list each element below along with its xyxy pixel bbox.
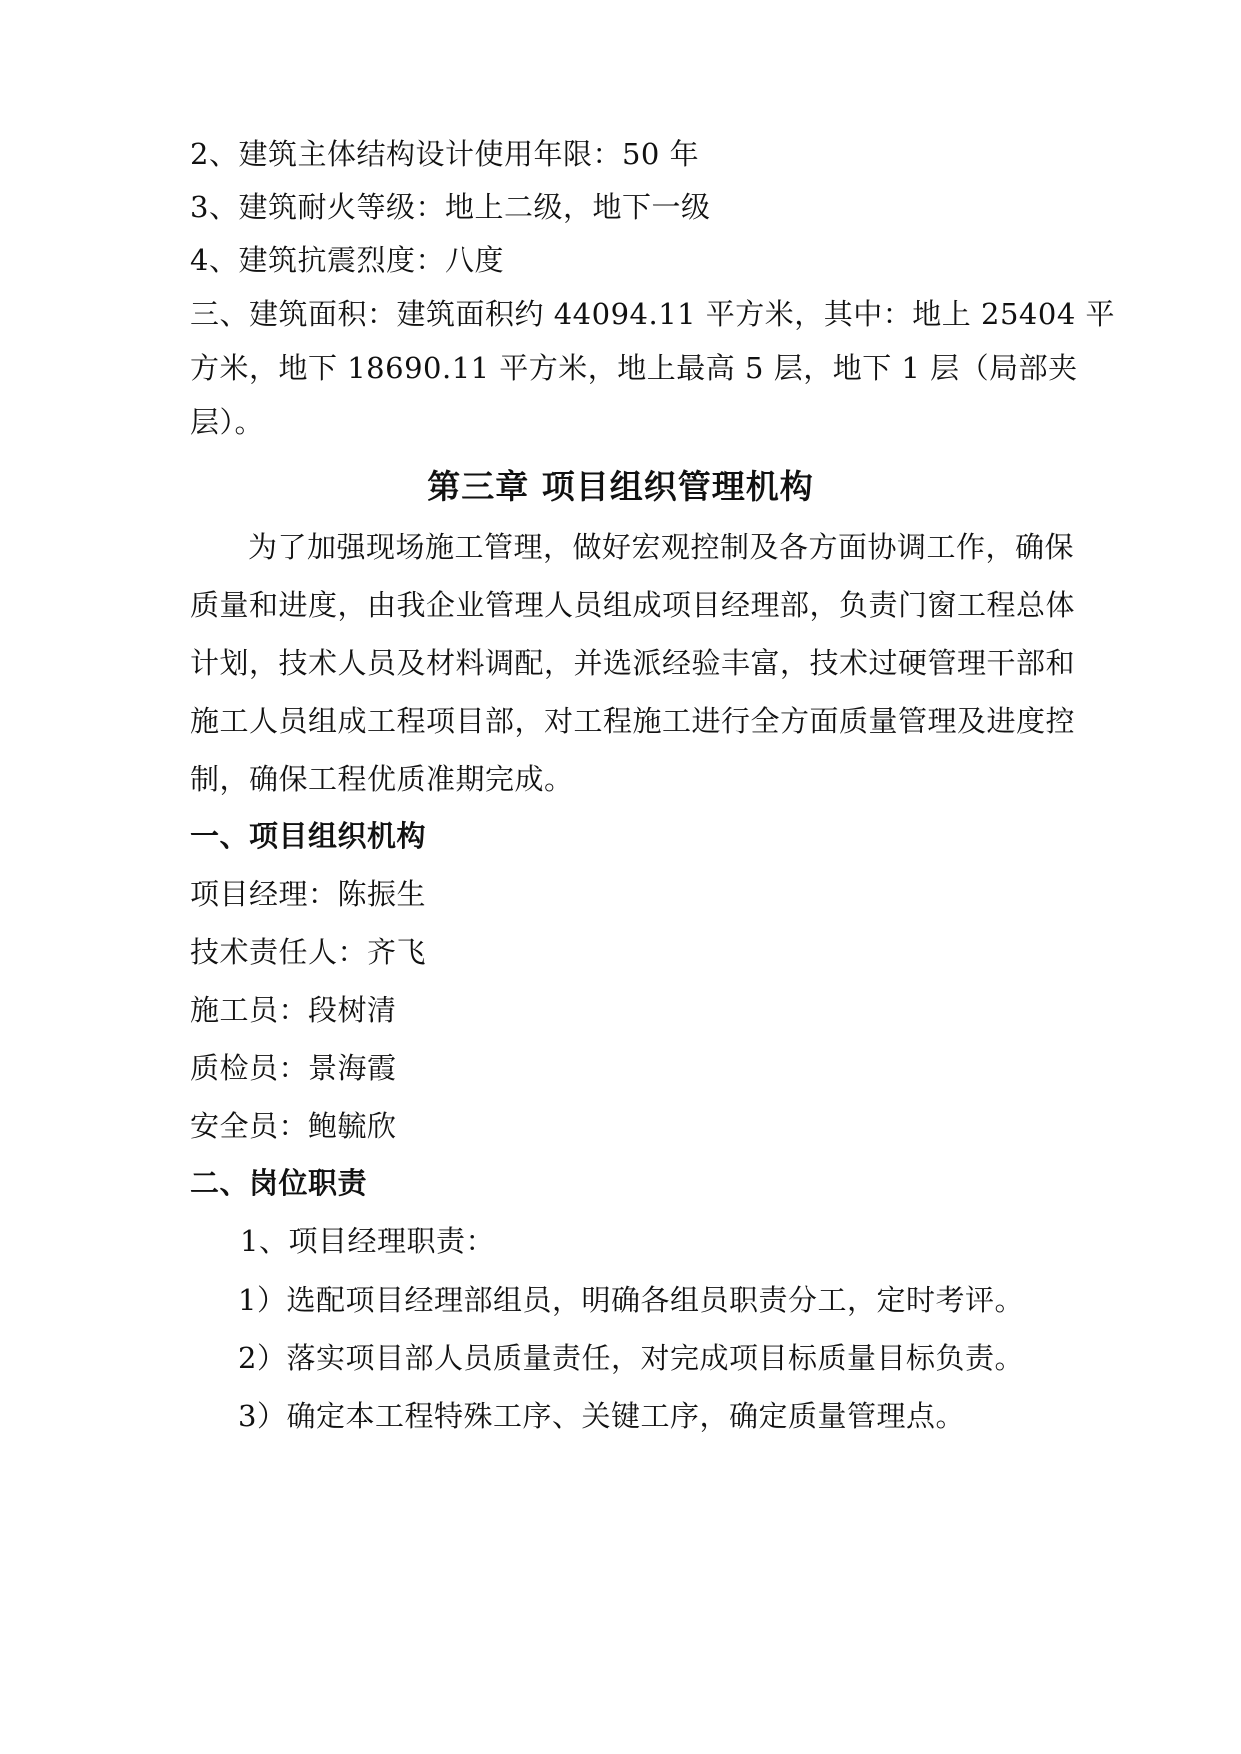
quality-inspector: 质检员：景海霞 [190, 1051, 397, 1085]
intro-paragraph-line-1: 为了加强现场施工管理，做好宏观控制及各方面协调工作，确保 [248, 530, 1075, 564]
spec-seismic-intensity: 4、建筑抗震烈度：八度 [190, 243, 504, 277]
chapter-title: 第三章 项目组织管理机构 [427, 467, 814, 506]
intro-paragraph-line-3: 计划，技术人员及材料调配，并选派经验丰富，技术过硬管理干部和 [190, 646, 1076, 680]
duty-item-2: 2）落实项目部人员质量责任，对完成项目标质量目标负责。 [238, 1341, 1024, 1375]
org-section-heading: 一、项目组织机构 [190, 819, 427, 853]
safety-officer: 安全员：鲍毓欣 [190, 1109, 397, 1143]
spec-service-life: 2、建筑主体结构设计使用年限：50 年 [190, 137, 700, 171]
duties-section-heading: 二、岗位职责 [190, 1166, 368, 1200]
duty-item-3: 3）确定本工程特殊工序、关键工序，确定质量管理点。 [238, 1399, 965, 1433]
building-area-line-3: 层）。 [190, 405, 265, 439]
intro-paragraph-line-2: 质量和进度，由我企业管理人员组成项目经理部，负责门窗工程总体 [190, 588, 1076, 622]
construction-staff: 施工员：段树清 [190, 993, 397, 1027]
project-manager: 项目经理：陈振生 [190, 877, 427, 911]
intro-paragraph-line-5: 制，确保工程优质准期完成。 [190, 762, 574, 796]
duties-subheading: 1、项目经理职责： [240, 1224, 495, 1258]
building-area-line-1: 三、建筑面积：建筑面积约 44094.11 平方米，其中：地上 25404 平 [190, 297, 1116, 331]
intro-paragraph-line-4: 施工人员组成工程项目部，对工程施工进行全方面质量管理及进度控 [190, 704, 1076, 738]
technical-lead: 技术责任人：齐飞 [190, 935, 427, 969]
building-area-line-2: 方米，地下 18690.11 平方米，地上最高 5 层，地下 1 层（局部夹 [190, 351, 1078, 385]
spec-fire-rating: 3、建筑耐火等级：地上二级，地下一级 [190, 190, 711, 224]
duty-item-1: 1）选配项目经理部组员，明确各组员职责分工，定时考评。 [238, 1283, 1024, 1317]
